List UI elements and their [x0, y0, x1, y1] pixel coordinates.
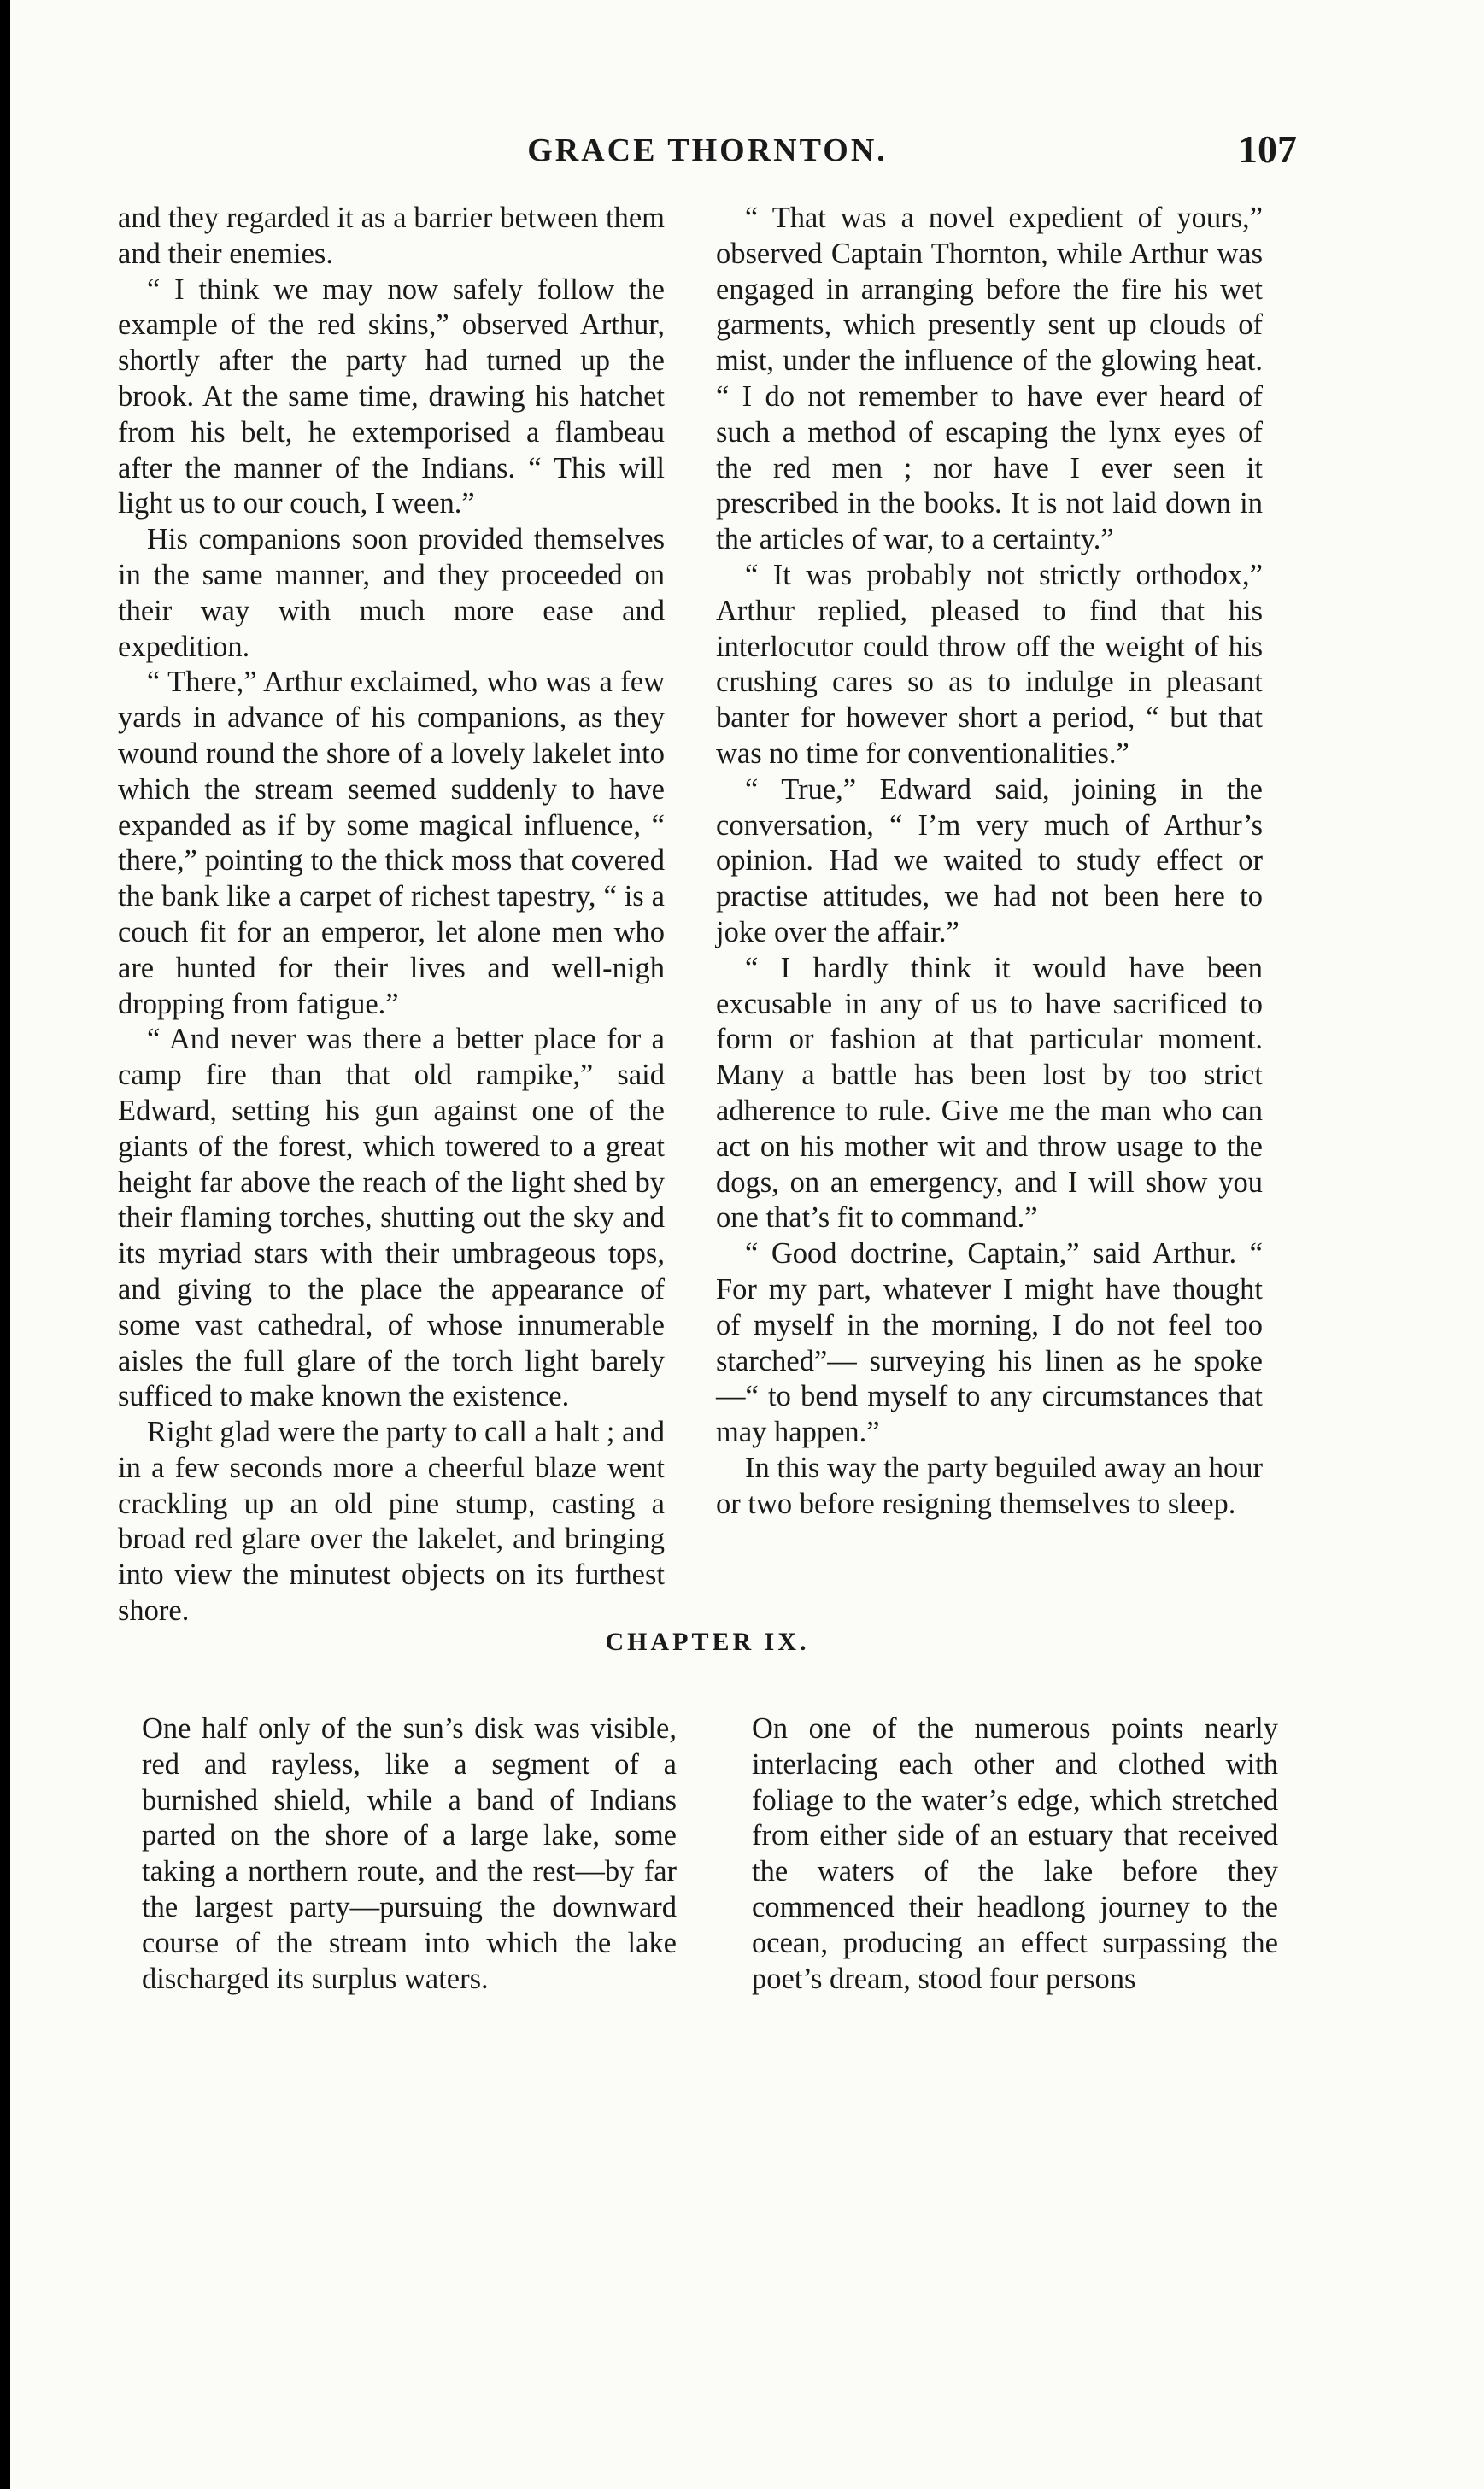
paragraph: “ There,” Arthur exclaimed, who was a few yards in advance of his companions, as they wound round the shore of a lovely lakelet into which the stream seemed suddenly to have expanded as if by some magical influence, “ there,” pointing to the thick moss that covered the bank like a carpet of richest tapestry, “ is a couch fit for an emperor, let alone men who are hunted for their lives and well-nigh dropping from fatigue.” — [118, 666, 665, 1020]
paragraph: “ Good doctrine, Captain,” said Arthur. “ For my part, whatever I might have thought of myself in the morning, I do not feel too starched”— surveying his linen as he spoke—“ to bend myself to any circumstances that may happen.” — [716, 1237, 1263, 1449]
paragraph: “ I think we may now safely follow the example of the red skins,” observed Arthur, shortly after the party had turned up the brook. At the same time, drawing his hatchet from his belt, he extemporised a flambeau after the manner of the Indians. “ This will light us to our couch, I ween.” — [118, 273, 665, 520]
paragraph: One half only of the sun’s disk was visible, red and rayless, like a segment of a burnished shield, while a band of Indians parted on the shore of a large lake, some taking a northern route, and the rest—by far the largest party—pursuing the downward course of the stream into which the lake discharged its surplus waters. — [142, 1712, 677, 1995]
scan-edge-bar — [0, 0, 10, 2489]
running-head — [118, 126, 1297, 178]
chapter-right-column — [752, 1711, 1278, 1997]
paragraph: On one of the numerous points nearly interlacing each other and clothed with foliage to the water’s edge, which stretched from either side of an estuary that received the waters of the lake before they commenced their headlong journey to the ocean, producing an effect surpassing the poet’s dream, stood four persons — [752, 1712, 1278, 1995]
left-column — [118, 201, 665, 1629]
paragraph: “ I hardly think it would have been excusable in any of us to have sacrificed to form or fashion at that particular moment. Many a battle has been lost by too strict adherence to rule. Give me the man who can act on his mother wit and throw usage to the dogs, on an emergency, and I will show you one that’s fit to command.” — [716, 951, 1263, 1235]
paragraph: “ That was a novel expedient of yours,” observed Captain Thornton, while Arthur was engaged in arranging before the fire his wet garments, which presently sent up clouds of mist, under the influence of the glowing heat. “ I do not remember to have ever heard of such a method of escaping the lynx eyes of the red men ; nor have I ever seen it prescribed in the books. It is not laid down in the articles of war, to a certainty.” — [716, 202, 1263, 556]
running-title: GRACE THORNTON. — [527, 132, 888, 168]
paragraph: “ It was probably not strictly orthodox,” Arthur replied, pleased to find that his interlocutor could throw off the weight of his crushing cares so as to indulge in pleasant banter for however short a period, “ but that was no time for conventionalities.” — [716, 558, 1263, 770]
paragraph: “ True,” Edward said, joining in the conversation, “ I’m very much of Arthur’s opinion. Had we waited to study effect or practise attitudes, we had not been here to joke over the affair.” — [716, 772, 1263, 948]
page-number: 107 — [1238, 127, 1297, 171]
right-column — [716, 201, 1263, 1522]
paragraph: His companions soon provided themselves in the same manner, and they proceeded on their way with much more ease and expedition. — [118, 523, 665, 663]
chapter-left-column — [142, 1711, 677, 1997]
chapter-heading: CHAPTER IX. — [605, 1628, 810, 1656]
paragraph: In this way the party beguiled away an hour or two before resigning themselves to sleep. — [716, 1451, 1263, 1520]
paragraph: and they regarded it as a barrier between them and their enemies. — [118, 202, 665, 270]
paragraph: Right glad were the party to call a halt ; and in a few seconds more a cheerful blaze went crackling up an old pine stump, casting a broad red glare over the lakelet, and bringing into view the minutest objects on its furthest shore. — [118, 1416, 665, 1628]
paragraph: “ And never was there a better place for a camp fire than that old rampike,” said Edward, setting his gun against one of the giants of the forest, which towered to a great height far above the reach of the light shed by their flaming torches, shutting out the sky and its myriad stars with their umbrageous tops, and giving to the place the appearance of some vast cathedral, of whose innumerable aisles the full glare of the torch light barely sufficed to make known the existence. — [118, 1023, 665, 1413]
